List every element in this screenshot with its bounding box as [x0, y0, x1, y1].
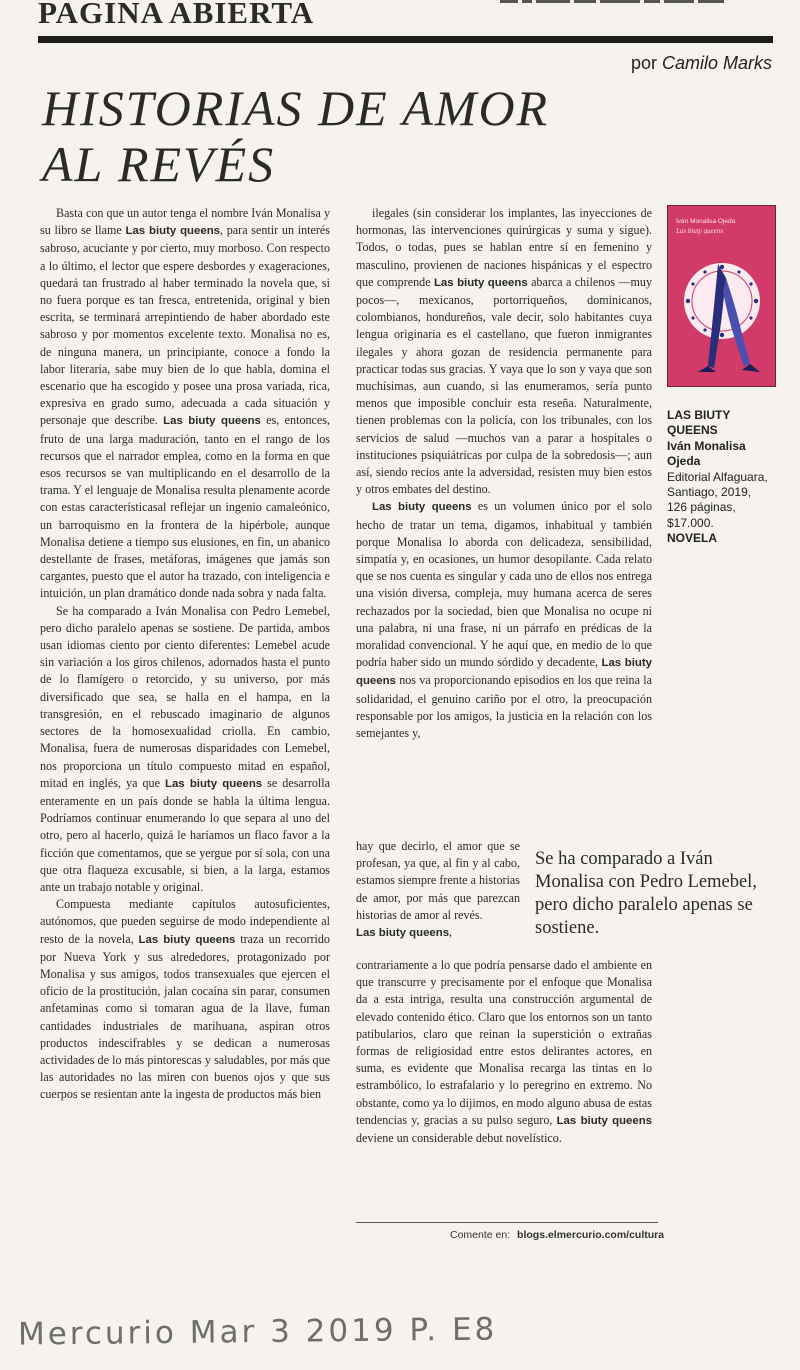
book-title-mention: Las biuty queens [356, 927, 450, 940]
headline-line-2: AL REVÉS [42, 136, 276, 192]
handwritten-note: Mercurio Mar 3 2019 P. E8 [17, 1311, 498, 1353]
book-place-year: Santiago, 2019, [667, 485, 752, 500]
byline [631, 53, 772, 74]
header-rule [38, 36, 773, 43]
book-title-mention: Las biuty queens [433, 276, 528, 289]
book-cover-image [667, 205, 776, 387]
article-paragraph: ilegales (sin considerar los implantes, las inyecciones de hormonas, las intervenciones quirúrgicas y suma y sigue). Todos, o todas, pues se hablan entre sí en femenino y masculino, provienen de naciones hispánicas y el espectro que comprende Las biuty queens abarca a chilenos —muy pocos—, mexicanos, portorriqueños, dominicanos, colombianos, hondureños, vale decir, solo habitantes cuya lengua originaria es el castellano, que fueron inmigrantes ilegales y ahora gozan de residencia permanente para practicar todas sus gracias. Y vaya que lo son y vaya que son muchísimas, aun cuando, si las enumeramos, sería punto menos que imposible concluir esta reseña. Naturalmente, tienen problemas con la policía, con los tribunales, con los servicios de salud —muchos van a parar a hospitales o instituciones psiquiátricas por culpa de la sobredosis—; aun así, siendo recios ante la adversidad, resisten muy bien estos y otros embates del destino. [356, 206, 652, 497]
book-cover-author: Iván Monalisa Ojeda [676, 218, 736, 225]
book-title-mention: Las biuty queens [163, 415, 261, 428]
book-genre: NOVELA [667, 531, 718, 546]
footer-rule [356, 1222, 658, 1223]
article-column-2-continued [356, 957, 652, 1147]
book-info [667, 408, 777, 547]
article-column-1 [40, 205, 330, 1104]
book-title-mention: Las biuty queens [165, 777, 263, 790]
article-column-2-narrow [356, 838, 520, 942]
book-publisher: Editorial Alfaguara, [667, 469, 768, 484]
pull-quote: Se ha comparado a Iván Monalisa con Pedro Lemebel, pero dicho paralelo apenas se sostiene. [535, 849, 757, 938]
footer-link[interactable]: blogs.elmercurio.com/cultura [517, 1229, 665, 1241]
book-cover-title: Las biuty queens [676, 227, 724, 235]
byline-prefix: por [630, 53, 657, 73]
footer-note [450, 1229, 664, 1241]
book-title-mention: Las biuty queens [356, 657, 652, 688]
byline-author: Camilo Marks [661, 53, 772, 73]
book-pages: 126 páginas, [667, 500, 736, 515]
book-title-mention: Las biuty queens [372, 501, 472, 514]
book-price: $17.000. [667, 515, 714, 530]
footer-label: Comente en: [450, 1229, 511, 1241]
book-title-mention: Las biuty queens [138, 933, 236, 946]
book-author: Iván Monalisa Ojeda [667, 438, 746, 469]
book-title-mention: Las biuty queens [556, 1114, 652, 1127]
article-column-2 [356, 205, 652, 742]
book-title: LAS BIUTY QUEENS [667, 408, 731, 438]
article-paragraph: hay que decirlo, el amor que se profesan, ya que, al fin y al cabo, estamos siempre frente a historias de amor, por más que parezcan historias de amor al revés. [356, 839, 520, 922]
article-paragraph: Compuesta mediante capítulos autosuficientes, autónomos, que pueden seguirse de modo independiente al resto de la novela, Las biuty queens traza un recorrido por Nueva York y sus alrededores, protagonizado por Monalisa y sus amigos, todos transexuales que ejercen el oficio de la prostitución, jalan cocaína sin parar, consumen anfetaminas como si tomaran agua de la llave, fuman cantidades industriales de marihuana, aspiran otros productos indescifrables y se dedican a numerosas actividades de lo más pintorescas y saludables, por más que las autoridades no las miren con buenos ojos y que sus cuerpos se resientan ante la ingesta de productos más bien [40, 897, 330, 1102]
book-title-mention: Las biuty queens [125, 225, 220, 238]
headline [42, 80, 549, 192]
article-paragraph: Las biuty queens es un volumen único por el solo hecho de tratar un tema, digamos, inhabitual y también porque Monalisa lo aborda con delicadeza, sensibilidad, simpatía y, en ocasiones, un humor desopilante. Cada relato que se nos cuenta es singular y cada uno de ellos nos entrega una visión diversa, compleja, muy humana acerca de seres rechazados por la sociedad, bien que Monalisa no ocupe ni una palabra, ni una frase, ni un párrafo en prédicas de la moralidad convencional. Y he aquí que, en medio de lo que podría haber sido un mundo sórdido y decadente, Las biuty queens nos va proporcionando episodios en los que reina la solidaridad, el genuino cariño por el otro, la preocupación responsable por los amigos, la justicia en la relación con los semejantes y, [356, 499, 652, 741]
article-paragraph: Las biuty queens, [356, 925, 453, 940]
section-title: PAGINA ABIERTA [38, 0, 315, 30]
article-paragraph: Basta con que un autor tenga el nombre Iván Monalisa y su libro se llame Las biuty queens, para sentir un interés sabroso, acuciante y por cierto, muy morboso. Con respecto a lo último, el lector que espere desbordes y exageraciones, quedará tan frustrado al haber terminado la novela que, si no fuera porque es tan fresca, entretenida, original y bien escrita, se terminará arrepintiendo de haber abordado este sabroso y por momentos excelente texto. Monalisa no es, de ninguna manera, un principiante, conoce a fondo la labor literaria, sabe muy bien de lo que habla, domina el escenario que ha escogido y posee una prosa variada, rica, expresiva en grado sumo, adecuada a cada situación y personaje que describe. Las biuty queens es, entonces, fruto de una larga maduración, tanto en el rango de los recursos que el narrador emplea, como en la forma en que esos recursos se van multiplicando en el desarrollo de la trama. Y el lenguaje de Monalisa resulta plenamente acorde con estas característicasal reflejar un ingenio camaleónico, un barroquismo en la frontera de la hipérbole, aunque Monalisa detiene a tiempo sus elusiones, en fin, un abanico destellante de frases, metáforas, imágenes que jamás son cargantes, puesto que el autor ha trazado, con inteligencia e intuición, un plan dramático donde nada sobra y nada falta. [40, 206, 331, 601]
article-paragraph: contrariamente a lo que podría pensarse dado el ambiente en que transcurre y precisamente por el enfoque que Monalisa da a esta intriga, resulta una construcción argumental de elevado contenido ético. Claro que los entornos son un tanto patibularios, claro que reinan la superstición o extrañas formas de religiosidad entre estos delirantes actores, en suma, es evidente que Monalisa recarga las tintas en lo estrambólico, lo estrafalario y lo peregrino en extremo. No obstante, como ya lo dijimos, en modo alguno abusa de estas tendencias y, gracias a su pulso seguro, Las biuty queens deviene un considerable debut novelístico. [356, 958, 652, 1146]
top-edge-marks [500, 0, 770, 5]
headline-line-1: HISTORIAS DE AMOR [42, 80, 550, 136]
article-paragraph: Se ha comparado a Iván Monalisa con Pedro Lemebel, pero dicho paralelo apenas se sostiene. De partida, ambos usan idiomas ciento por ciento diferentes: Lemebel acude sin variación a los giros chilenos, adornados hasta el punto de lo flamígero o retorcido, y su universo, por más diversificado que sea, se halla en el hampa, en la transgresión, en el rebuscado imaginario de algunos sectores de la homosexualidad criolla. En cambio, Monalisa, fuera de numerosas disparidades con Lemebel, nos proporciona un título compuesto mitad en español, mitad en inglés, ya que Las biuty queens se desarrolla enteramente en un país donde se habla la última lengua. Podríamos continuar enumerando lo que separa al uno del otro, pero al hacerlo, quizá le haríamos un flaco favor a la ficción que comentamos, que se yergue por sí sola, con una que otra flaqueza excusable, si bien, a la larga, estamos ante un trabajo notable y original. [40, 603, 330, 894]
